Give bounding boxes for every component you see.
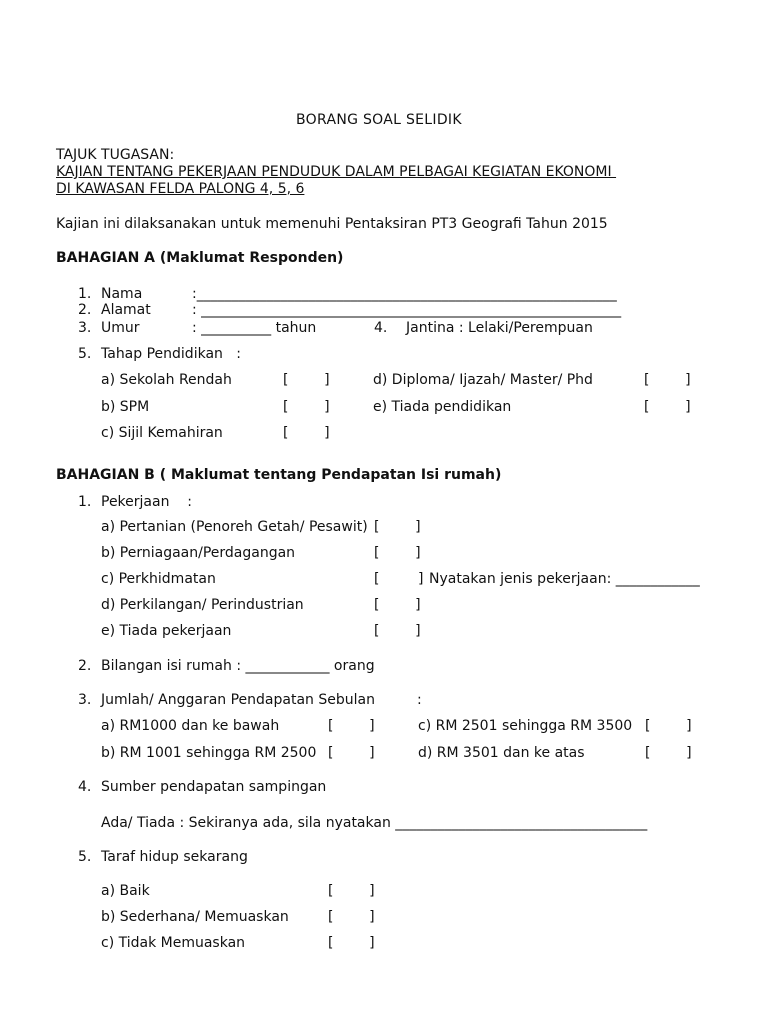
job-checkbox-a[interactable]: [ ]	[374, 519, 421, 535]
job-checkbox-d[interactable]: [ ]	[374, 597, 421, 613]
job-checkbox-e[interactable]: [ ]	[374, 623, 421, 639]
job-option-c: c) Perkhidmatan	[101, 571, 216, 587]
edu-checkbox-a[interactable]: [ ]	[283, 372, 330, 388]
edu-option-b: b) SPM	[101, 399, 150, 415]
living-checkbox-b[interactable]: [ ]	[328, 909, 375, 925]
income-checkbox-b[interactable]: [ ]	[328, 745, 375, 761]
address-field[interactable]: : ____________________________________________________________	[192, 302, 622, 318]
section-a-heading: BAHAGIAN A (Maklumat Responden)	[56, 250, 344, 266]
qb4-label: Sumber pendapatan sampingan	[101, 779, 327, 795]
living-checkbox-c[interactable]: [ ]	[328, 935, 375, 951]
edu-option-d: d) Diploma/ Ijazah/ Master/ Phd	[373, 372, 593, 388]
income-option-c: c) RM 2501 sehingga RM 3500	[418, 718, 633, 734]
income-option-a: a) RM1000 dan ke bawah	[101, 718, 280, 734]
living-option-b: b) Sederhana/ Memuaskan	[101, 909, 289, 925]
qa1-number: 1.	[78, 286, 92, 302]
income-checkbox-a[interactable]: [ ]	[328, 718, 375, 734]
job-checkbox-c-close[interactable]: ]	[418, 571, 424, 587]
job-checkbox-c-open[interactable]: [	[374, 571, 380, 587]
tajuk-line-1: KAJIAN TENTANG PEKERJAAN PENDUDUK DALAM PELBAGAI KEGIATAN EKONOMI	[56, 164, 617, 180]
living-checkbox-a[interactable]: [ ]	[328, 883, 375, 899]
qa3-number: 3.	[78, 320, 92, 336]
job-checkbox-b[interactable]: [ ]	[374, 545, 421, 561]
qb5-label: Taraf hidup sekarang	[101, 849, 248, 865]
qb3-colon: :	[417, 692, 422, 708]
section-b-heading: BAHAGIAN B ( Maklumat tentang Pendapatan Isi rumah)	[56, 467, 502, 483]
qb1-label: Pekerjaan :	[101, 494, 192, 510]
page-title: BORANG SOAL SELIDIK	[296, 112, 462, 128]
age-field[interactable]: : __________ tahun	[192, 320, 317, 336]
job-option-a: a) Pertanian (Penoreh Getah/ Pesawit)	[101, 519, 368, 535]
purpose-text: Kajian ini dilaksanakan untuk memenuhi Pentaksiran PT3 Geografi Tahun 2015	[56, 216, 608, 232]
job-option-d: d) Perkilangan/ Perindustrian	[101, 597, 304, 613]
edu-option-e: e) Tiada pendidikan	[373, 399, 512, 415]
qa2-number: 2.	[78, 302, 92, 318]
edu-checkbox-c[interactable]: [ ]	[283, 425, 330, 441]
qa1-label: Nama	[101, 286, 143, 302]
qb2-number: 2.	[78, 658, 92, 674]
qb4-number: 4.	[78, 779, 92, 795]
income-checkbox-c[interactable]: [ ]	[645, 718, 692, 734]
income-option-b: b) RM 1001 sehingga RM 2500	[101, 745, 317, 761]
qa3-label: Umur	[101, 320, 140, 336]
edu-checkbox-e[interactable]: [ ]	[644, 399, 691, 415]
household-field[interactable]: Bilangan isi rumah : ____________ orang	[101, 658, 375, 674]
qb3-number: 3.	[78, 692, 92, 708]
edu-option-a: a) Sekolah Rendah	[101, 372, 232, 388]
tajuk-line-2: DI KAWASAN FELDA PALONG 4, 5, 6	[56, 181, 305, 197]
qb1-number: 1.	[78, 494, 92, 510]
qb3-label: Jumlah/ Anggaran Pendapatan Sebulan	[101, 692, 375, 708]
qa4-number: 4.	[374, 320, 388, 336]
qa5-label: Tahap Pendidikan :	[101, 346, 241, 362]
qa2-label: Alamat	[101, 302, 151, 318]
income-checkbox-d[interactable]: [ ]	[645, 745, 692, 761]
edu-checkbox-d[interactable]: [ ]	[644, 372, 691, 388]
job-option-e: e) Tiada pekerjaan	[101, 623, 232, 639]
job-type-field[interactable]: Nyatakan jenis pekerjaan: ____________	[429, 571, 700, 587]
living-option-a: a) Baik	[101, 883, 150, 899]
tajuk-label: TAJUK TUGASAN:	[56, 147, 175, 163]
qa5-number: 5.	[78, 346, 92, 362]
living-option-c: c) Tidak Memuaskan	[101, 935, 246, 951]
edu-option-c: c) Sijil Kemahiran	[101, 425, 223, 441]
job-option-b: b) Perniagaan/Perdagangan	[101, 545, 296, 561]
income-option-d: d) RM 3501 dan ke atas	[418, 745, 585, 761]
side-income-field[interactable]: Ada/ Tiada : Sekiranya ada, sila nyatakan ____________________________________	[101, 815, 648, 831]
qb5-number: 5.	[78, 849, 92, 865]
edu-checkbox-b[interactable]: [ ]	[283, 399, 330, 415]
name-field[interactable]: :____________________________________________________________	[192, 286, 617, 302]
gender-field[interactable]: Jantina : Lelaki/Perempuan	[406, 320, 593, 336]
